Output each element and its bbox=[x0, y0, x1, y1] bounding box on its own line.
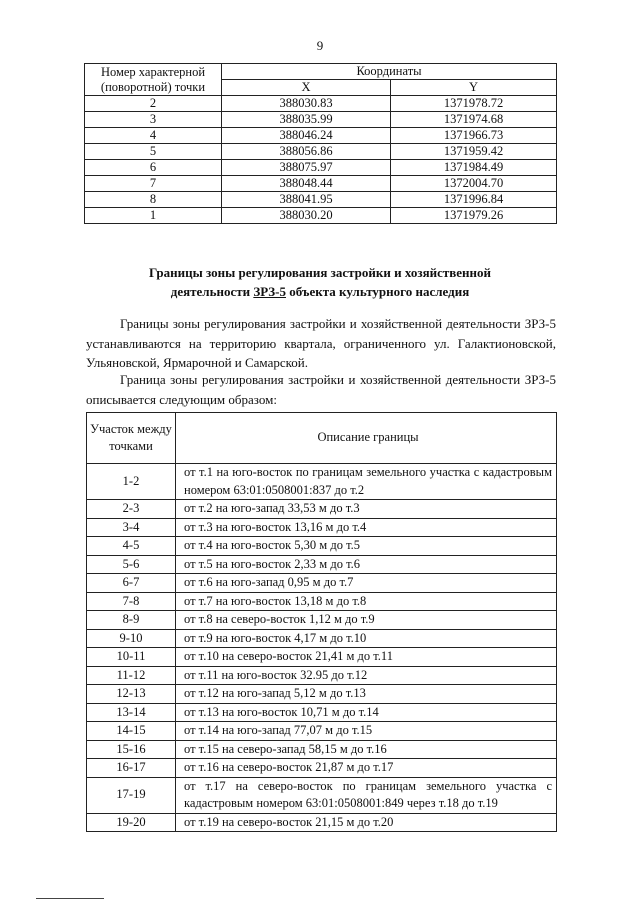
boundary-row bbox=[87, 611, 557, 630]
boundary-cell-description: от т.15 на северо-запад 58,15 м до т.16 bbox=[176, 740, 557, 759]
boundary-row bbox=[87, 592, 557, 611]
boundary-row bbox=[87, 759, 557, 778]
coords-cell-point: 4 bbox=[85, 128, 222, 144]
boundary-cell-segment: 17-19 bbox=[87, 777, 176, 813]
coords-cell-point: 8 bbox=[85, 192, 222, 208]
boundary-cell-description: от т.9 на юго-восток 4,17 м до т.10 bbox=[176, 629, 557, 648]
boundary-row bbox=[87, 703, 557, 722]
boundary-cell-segment: 15-16 bbox=[87, 740, 176, 759]
boundary-cell-description: от т.11 на юго-восток 32.95 до т.12 bbox=[176, 666, 557, 685]
coords-row bbox=[85, 192, 557, 208]
boundary-row bbox=[87, 464, 557, 500]
coords-cell-x: 388035.99 bbox=[222, 112, 391, 128]
page-number: 9 bbox=[316, 38, 324, 53]
coords-cell-y: 1371996.84 bbox=[391, 192, 557, 208]
boundary-cell-description: от т.19 на северо-восток 21,15 м до т.20 bbox=[176, 813, 557, 832]
boundary-cell-description: от т.2 на юго-запад 33,53 м до т.3 bbox=[176, 500, 557, 519]
coords-cell-point: 5 bbox=[85, 144, 222, 160]
coords-cell-y: 1371974.68 bbox=[391, 112, 557, 128]
coords-cell-point: 3 bbox=[85, 112, 222, 128]
boundary-cell-description: от т.14 на юго-запад 77,07 м до т.15 bbox=[176, 722, 557, 741]
paragraph-boundary-description: Граница зоны регулирования застройки и хозяйственной деятельности ЗРЗ-5 описывается следующим образом: bbox=[86, 372, 556, 407]
boundary-row bbox=[87, 685, 557, 704]
boundary-row bbox=[87, 518, 557, 537]
boundary-cell-description: от т.1 на юго-восток по границам земельного участка с кадастровым номером 63:01:0508001:837 до т.2 bbox=[176, 464, 557, 500]
boundary-cell-segment: 10-11 bbox=[87, 648, 176, 667]
boundary-cell-segment: 5-6 bbox=[87, 555, 176, 574]
coords-cell-y: 1371959.42 bbox=[391, 144, 557, 160]
coords-cell-point: 2 bbox=[85, 96, 222, 112]
boundary-cell-segment: 19-20 bbox=[87, 813, 176, 832]
boundary-description-table bbox=[86, 412, 557, 832]
boundary-cell-description: от т.8 на северо-восток 1,12 м до т.9 bbox=[176, 611, 557, 630]
boundary-cell-description: от т.16 на северо-восток 21,87 м до т.17 bbox=[176, 759, 557, 778]
boundary-row bbox=[87, 813, 557, 832]
boundary-cell-description: от т.5 на юго-восток 2,33 м до т.6 bbox=[176, 555, 557, 574]
boundary-row bbox=[87, 666, 557, 685]
coords-cell-y: 1371979.26 bbox=[391, 208, 557, 224]
footer-rule bbox=[36, 898, 104, 899]
boundary-cell-segment: 14-15 bbox=[87, 722, 176, 741]
boundary-row bbox=[87, 555, 557, 574]
coords-cell-x: 388075.97 bbox=[222, 160, 391, 176]
boundary-cell-description: от т.12 на юго-запад 5,12 м до т.13 bbox=[176, 685, 557, 704]
boundary-cell-segment: 1-2 bbox=[87, 464, 176, 500]
boundary-row bbox=[87, 722, 557, 741]
coords-cell-x: 388041.95 bbox=[222, 192, 391, 208]
boundary-header-description: Описание границы bbox=[176, 413, 557, 464]
section-heading bbox=[120, 263, 520, 301]
boundary-row bbox=[87, 500, 557, 519]
boundary-row bbox=[87, 648, 557, 667]
zone-code: ЗРЗ-5 bbox=[253, 284, 286, 299]
boundary-cell-description: от т.10 на северо-восток 21,41 м до т.11 bbox=[176, 648, 557, 667]
coords-row bbox=[85, 208, 557, 224]
coords-cell-x: 388048.44 bbox=[222, 176, 391, 192]
boundary-cell-segment: 12-13 bbox=[87, 685, 176, 704]
coords-cell-x: 388030.20 bbox=[222, 208, 391, 224]
boundary-cell-description: от т.13 на юго-восток 10,71 м до т.14 bbox=[176, 703, 557, 722]
coordinates-table bbox=[84, 63, 557, 224]
coords-cell-y: 1372004.70 bbox=[391, 176, 557, 192]
boundary-cell-segment: 16-17 bbox=[87, 759, 176, 778]
coords-row bbox=[85, 96, 557, 112]
coords-cell-y: 1371978.72 bbox=[391, 96, 557, 112]
boundary-row bbox=[87, 537, 557, 556]
paragraph-zone-boundaries: Границы зоны регулирования застройки и хозяйственной деятельности ЗРЗ-5 устанавливаются на территорию квартала, ограниченного ул. Галактионовской, Ульяновской, Ярмарочной и Самарской. bbox=[86, 316, 556, 370]
coords-row bbox=[85, 144, 557, 160]
boundary-cell-segment: 8-9 bbox=[87, 611, 176, 630]
boundary-cell-description: от т.17 на северо-восток по границам земельного участка с кадастровым номером 63:01:0508001:849 через т.18 до т.19 bbox=[176, 777, 557, 813]
section-heading-line2: деятельности ЗРЗ-5 объекта культурного наследия bbox=[170, 284, 470, 299]
boundary-row bbox=[87, 777, 557, 813]
boundary-cell-segment: 4-5 bbox=[87, 537, 176, 556]
coords-header-x: X bbox=[222, 80, 391, 96]
coords-cell-point: 7 bbox=[85, 176, 222, 192]
boundary-cell-segment: 13-14 bbox=[87, 703, 176, 722]
boundary-cell-description: от т.4 на юго-восток 5,30 м до т.5 bbox=[176, 537, 557, 556]
coords-cell-y: 1371966.73 bbox=[391, 128, 557, 144]
boundary-cell-description: от т.3 на юго-восток 13,16 м до т.4 bbox=[176, 518, 557, 537]
coords-cell-y: 1371984.49 bbox=[391, 160, 557, 176]
boundary-row bbox=[87, 574, 557, 593]
coords-row bbox=[85, 112, 557, 128]
coords-cell-point: 6 bbox=[85, 160, 222, 176]
section-heading-line1: Границы зоны регулирования застройки и хозяйственной bbox=[148, 265, 492, 280]
coords-header-y: Y bbox=[391, 80, 557, 96]
boundary-cell-segment: 11-12 bbox=[87, 666, 176, 685]
coords-header-coordinates: Координаты bbox=[222, 64, 557, 80]
coords-header-point: Номер характерной (поворотной) точки bbox=[85, 64, 222, 96]
coords-cell-x: 388046.24 bbox=[222, 128, 391, 144]
coords-row bbox=[85, 160, 557, 176]
boundary-cell-description: от т.6 на юго-запад 0,95 м до т.7 bbox=[176, 574, 557, 593]
boundary-row bbox=[87, 629, 557, 648]
boundary-cell-segment: 3-4 bbox=[87, 518, 176, 537]
coords-row bbox=[85, 128, 557, 144]
coords-cell-point: 1 bbox=[85, 208, 222, 224]
boundary-cell-segment: 9-10 bbox=[87, 629, 176, 648]
coords-cell-x: 388056.86 bbox=[222, 144, 391, 160]
boundary-header-segment: Участок между точками bbox=[87, 413, 176, 464]
boundary-cell-segment: 7-8 bbox=[87, 592, 176, 611]
coords-row bbox=[85, 176, 557, 192]
boundary-cell-segment: 6-7 bbox=[87, 574, 176, 593]
boundary-cell-description: от т.7 на юго-восток 13,18 м до т.8 bbox=[176, 592, 557, 611]
coords-cell-x: 388030.83 bbox=[222, 96, 391, 112]
boundary-cell-segment: 2-3 bbox=[87, 500, 176, 519]
boundary-row bbox=[87, 740, 557, 759]
